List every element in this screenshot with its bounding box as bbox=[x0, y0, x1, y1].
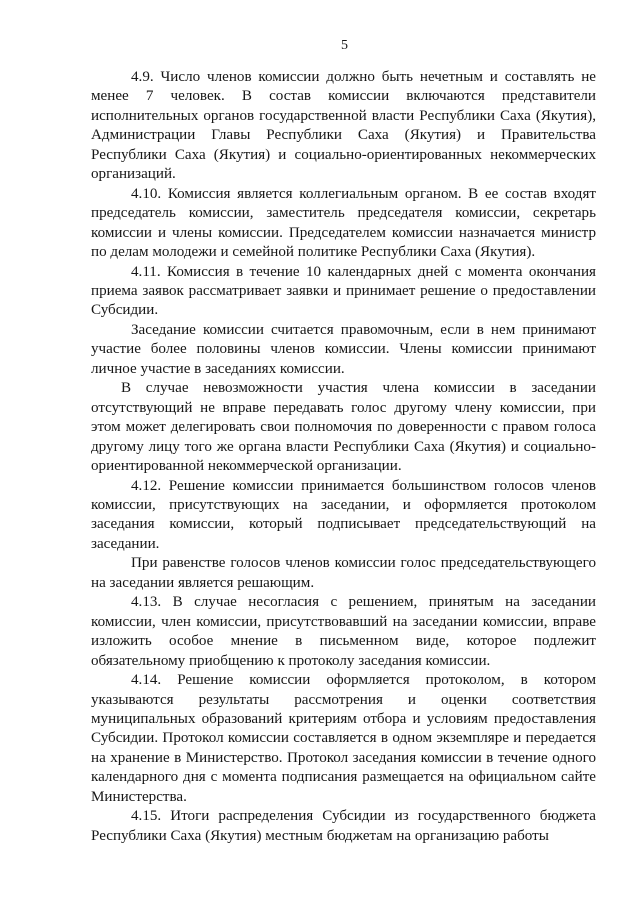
paragraph-4-11: 4.11. Комиссия в течение 10 календарных дней с момента окончания приема заявок рассматривает заявки и принимает решение о предоставлении Субсидии. bbox=[91, 263, 596, 319]
paragraph-4-12: 4.12. Решение комиссии принимается большинством голосов членов комиссии, присутствующих на заседании, и оформляется протоколом заседания комиссии, который подписывает председательствующий на заседании. bbox=[91, 477, 596, 552]
paragraph-absence: В случае невозможности участия члена комиссии в заседании отсутствующий не вправе передавать голос другому члену комиссии, при этом может делегировать свои полномочия по доверенности с правом голоса другому лицу того же органа власти Республики Саха (Якутия) и социально-ориентированной некоммерческой организации. bbox=[91, 380, 596, 475]
paragraph-quorum: Заседание комиссии считается правомочным, если в нем принимают участие более половины членов комиссии. Члены комиссии принимают личное участие в заседаниях комиссии. bbox=[91, 321, 596, 377]
paragraph-tie-vote: При равенстве голосов членов комиссии голос председательствующего на заседании является решающим. bbox=[91, 555, 596, 591]
page-number: 5 bbox=[341, 38, 348, 53]
paragraph-4-15: 4.15. Итоги распределения Субсидии из государственного бюджета Республики Саха (Якутия) местным бюджетам на организацию работы bbox=[91, 808, 596, 844]
paragraph-4-10: 4.10. Комиссия является коллегиальным органом. В ее состав входят председатель комиссии, заместитель председателя комиссии, секретарь комиссии и члены комиссии. Председателем комиссии назначается министр по делам молодежи и семейной политике Республики Саха (Якутия). bbox=[91, 185, 596, 261]
paragraph-4-9: 4.9. Число членов комиссии должно быть нечетным и составлять не менее 7 человек. В состав комиссии включаются представители исполнительных органов государственной власти Республики Саха (Якутия), Администрации Главы Республики Саха (Якутия) и Правительства Республики Саха (Якутия) и социально-ориентированных некоммерческих организаций. bbox=[91, 69, 596, 183]
paragraph-4-13: 4.13. В случае несогласия с решением, принятым на заседании комиссии, член комиссии, присутствовавший на заседании комиссии, вправе изложить особое мнение в письменном виде, которое подлежит обязательному приобщению к протоколу заседания комиссии. bbox=[91, 594, 596, 669]
paragraph-4-14: 4.14. Решение комиссии оформляется протоколом, в котором указываются результаты рассмотрения и оценки соответствия муниципальных образований критериям отбора и условиям предоставления Субсидии. Протокол комиссии составляется в одном экземпляре и передается на хранение в Министерство. Протокол заседания комиссии в течение одного календарного дня с момента подписания размещается на официальном сайте Министерства. bbox=[91, 672, 596, 805]
